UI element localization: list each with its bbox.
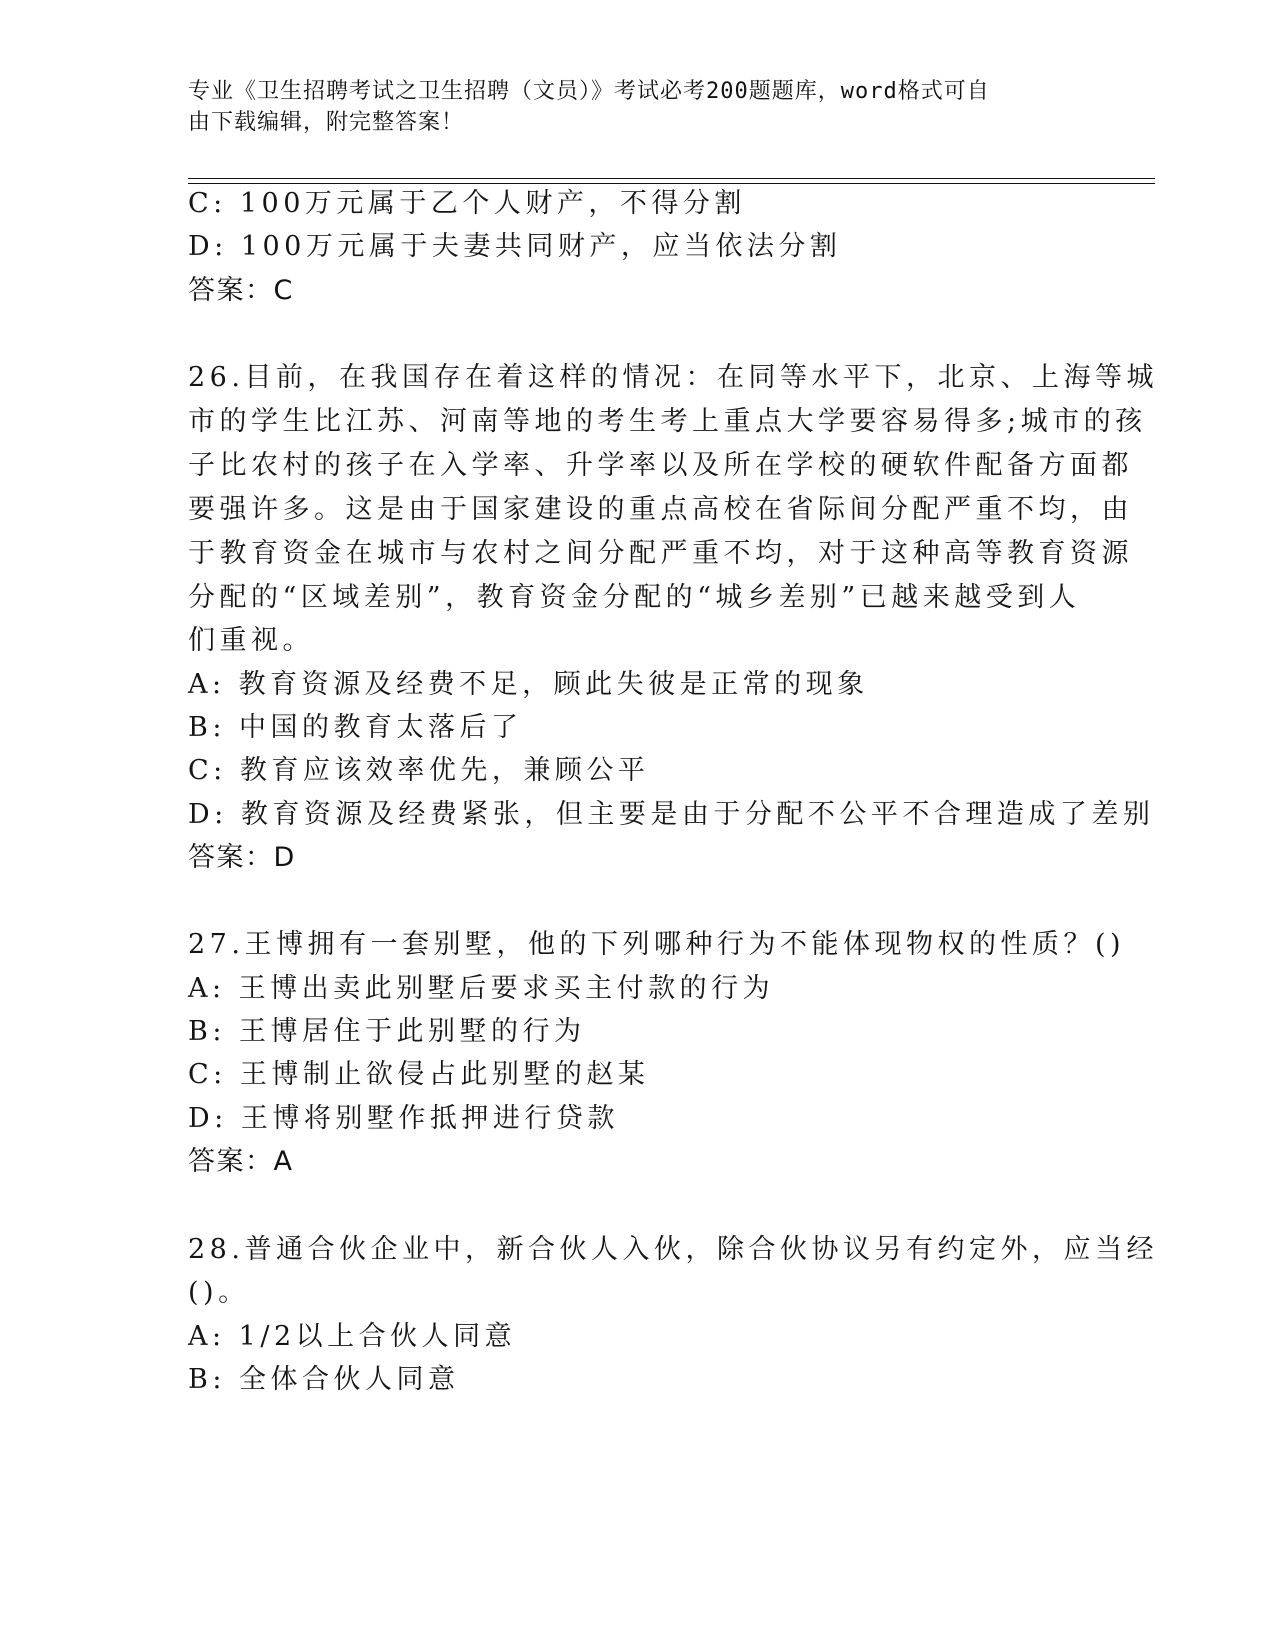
q27-option-a: A: 王博出卖此别墅后要求买主付款的行为 bbox=[188, 973, 775, 1004]
q26-option-a: A: 教育资源及经费不足，顾此失彼是正常的现象 bbox=[188, 669, 869, 700]
q28-option-b: B: 全体合伙人同意 bbox=[188, 1364, 460, 1395]
q27-option-d: D: 王博将别墅作抵押进行贷款 bbox=[188, 1103, 619, 1134]
header-line-2: 由下载编辑，附完整答案！ bbox=[188, 110, 465, 135]
q28-stem-line: 28.普通合伙企业中，新合伙人入伙，除合伙协议另有约定外，应当经 bbox=[188, 1234, 1158, 1265]
q28-option-a: A: 1/2以上合伙人同意 bbox=[188, 1321, 517, 1352]
q26-answer: 答案：D bbox=[188, 842, 296, 873]
header-divider-bottom bbox=[188, 183, 1155, 184]
q26-stem-line: 于教育资金在城市与农村之间分配严重不均，对于这种高等教育资源 bbox=[188, 538, 1133, 569]
q26-option-c: C: 教育应该效率优先，兼顾公平 bbox=[188, 755, 650, 786]
q26-stem-line: 们重视。 bbox=[188, 625, 314, 656]
prev-answer: 答案：C bbox=[188, 275, 294, 306]
q26-stem-line: 26.目前，在我国存在着这样的情况：在同等水平下，北京、上海等城 bbox=[188, 362, 1158, 393]
document-header bbox=[188, 76, 1068, 138]
q27-option-c: C: 王博制止欲侵占此别墅的赵某 bbox=[188, 1059, 650, 1090]
q26-stem-line: 分配的“区域差别”，教育资金分配的“城乡差别”已越来越受到人 bbox=[188, 582, 1081, 613]
q26-option-d: D: 教育资源及经费紧张，但主要是由于分配不公平不合理造成了差别 bbox=[188, 799, 1155, 830]
q26-stem-line: 市的学生比江苏、河南等地的考生考上重点大学要容易得多;城市的孩 bbox=[188, 406, 1147, 437]
prev-option-c: C: 100万元属于乙个人财产，不得分割 bbox=[188, 188, 746, 219]
q27-stem: 27.王博拥有一套别墅，他的下列哪种行为不能体现物权的性质？() bbox=[188, 929, 1126, 960]
header-divider-top bbox=[188, 178, 1155, 179]
header-line-1: 专业《卫生招聘考试之卫生招聘（文员）》考试必考200题题库，word格式可自 bbox=[188, 79, 990, 104]
q26-option-b: B: 中国的教育太落后了 bbox=[188, 712, 523, 743]
q28-stem-line: ()。 bbox=[188, 1277, 250, 1308]
q27-option-b: B: 王博居住于此别墅的行为 bbox=[188, 1016, 586, 1047]
q26-stem-line: 子比农村的孩子在入学率、升学率以及所在学校的硬软件配备方面都 bbox=[188, 450, 1133, 481]
q26-stem-line: 要强许多。这是由于国家建设的重点高校在省际间分配严重不均，由 bbox=[188, 494, 1133, 525]
q27-answer: 答案：A bbox=[188, 1146, 294, 1177]
prev-option-d: D: 100万元属于夫妻共同财产，应当依法分割 bbox=[188, 231, 842, 262]
